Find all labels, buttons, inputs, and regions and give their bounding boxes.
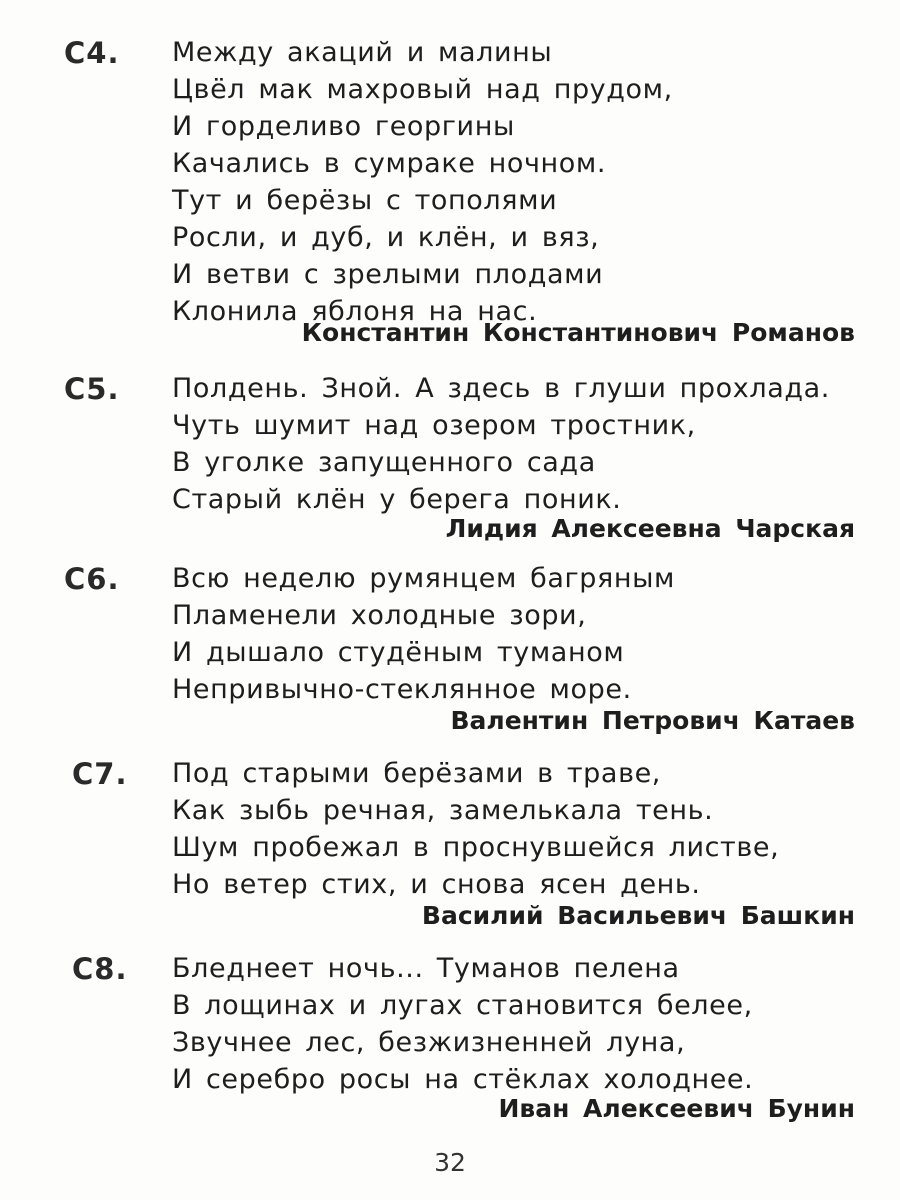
poem-line: Шум пробежал в проснувшейся листве,	[172, 832, 780, 863]
poem-lines	[172, 370, 830, 518]
poem-label: C6.	[64, 562, 120, 596]
poem-author: Василий Васильевич Башкин	[421, 901, 855, 930]
poem-lines	[172, 560, 675, 708]
poem-lines	[172, 950, 753, 1098]
poem-lines	[172, 34, 673, 330]
poem-label: C8.	[72, 952, 128, 986]
poem-line: Всю неделю румянцем багряным	[172, 563, 676, 594]
page-number: 32	[434, 1148, 466, 1177]
poem-line: Чуть шумит над озером тростник,	[172, 410, 696, 441]
poem-line: Полдень. Зной. А здесь в глуши прохлада.	[172, 373, 830, 404]
poem-line: Старый клён у берега поник.	[172, 484, 622, 515]
poem-line: И дышало студёным туманом	[172, 637, 625, 668]
poem-line: Росли, и дуб, и клён, и вяз,	[172, 222, 600, 253]
poem-lines	[172, 755, 779, 903]
poem-line: И серебро росы на стёклах холоднее.	[172, 1064, 754, 1095]
poem-line: Но ветер стих, и снова ясен день.	[172, 869, 701, 900]
poem-author: Константин Константинович Романов	[301, 318, 855, 347]
poem-line: Клонила яблоня на нас.	[172, 296, 538, 327]
poem-line: Бледнеет ночь... Туманов пелена	[172, 953, 680, 984]
poem-line: Пламенели холодные зори,	[172, 600, 587, 631]
poem-line: И горделиво георгины	[172, 111, 515, 142]
poem-label: C5.	[64, 372, 120, 406]
poem-line: Звучнее лес, безжизненней луна,	[172, 1027, 686, 1058]
poem-line: Качались в сумраке ночном.	[172, 148, 607, 179]
poem-line: Тут и берёзы с тополями	[172, 185, 558, 216]
poem-line: Как зыбь речная, замелькала тень.	[172, 795, 714, 826]
poem-line: Непривычно-стеклянное море.	[172, 674, 632, 705]
poem-line: Под старыми берёзами в траве,	[172, 758, 661, 789]
poem-line: И ветви с зрелыми плодами	[172, 259, 604, 290]
poem-author: Лидия Алексеевна Чарская	[445, 514, 855, 543]
poem-author: Иван Алексеевич Бунин	[498, 1094, 855, 1123]
poem-label: C7.	[72, 757, 128, 791]
poem-line: Между акаций и малины	[172, 37, 553, 68]
poem-author: Валентин Петрович Катаев	[450, 706, 855, 735]
poem-line: Цвёл мак махровый над прудом,	[172, 74, 673, 105]
poem-line: В уголке запущенного сада	[172, 447, 596, 478]
poem-label: C4.	[64, 36, 120, 70]
poem-line: В лощинах и лугах становится белее,	[172, 990, 753, 1021]
